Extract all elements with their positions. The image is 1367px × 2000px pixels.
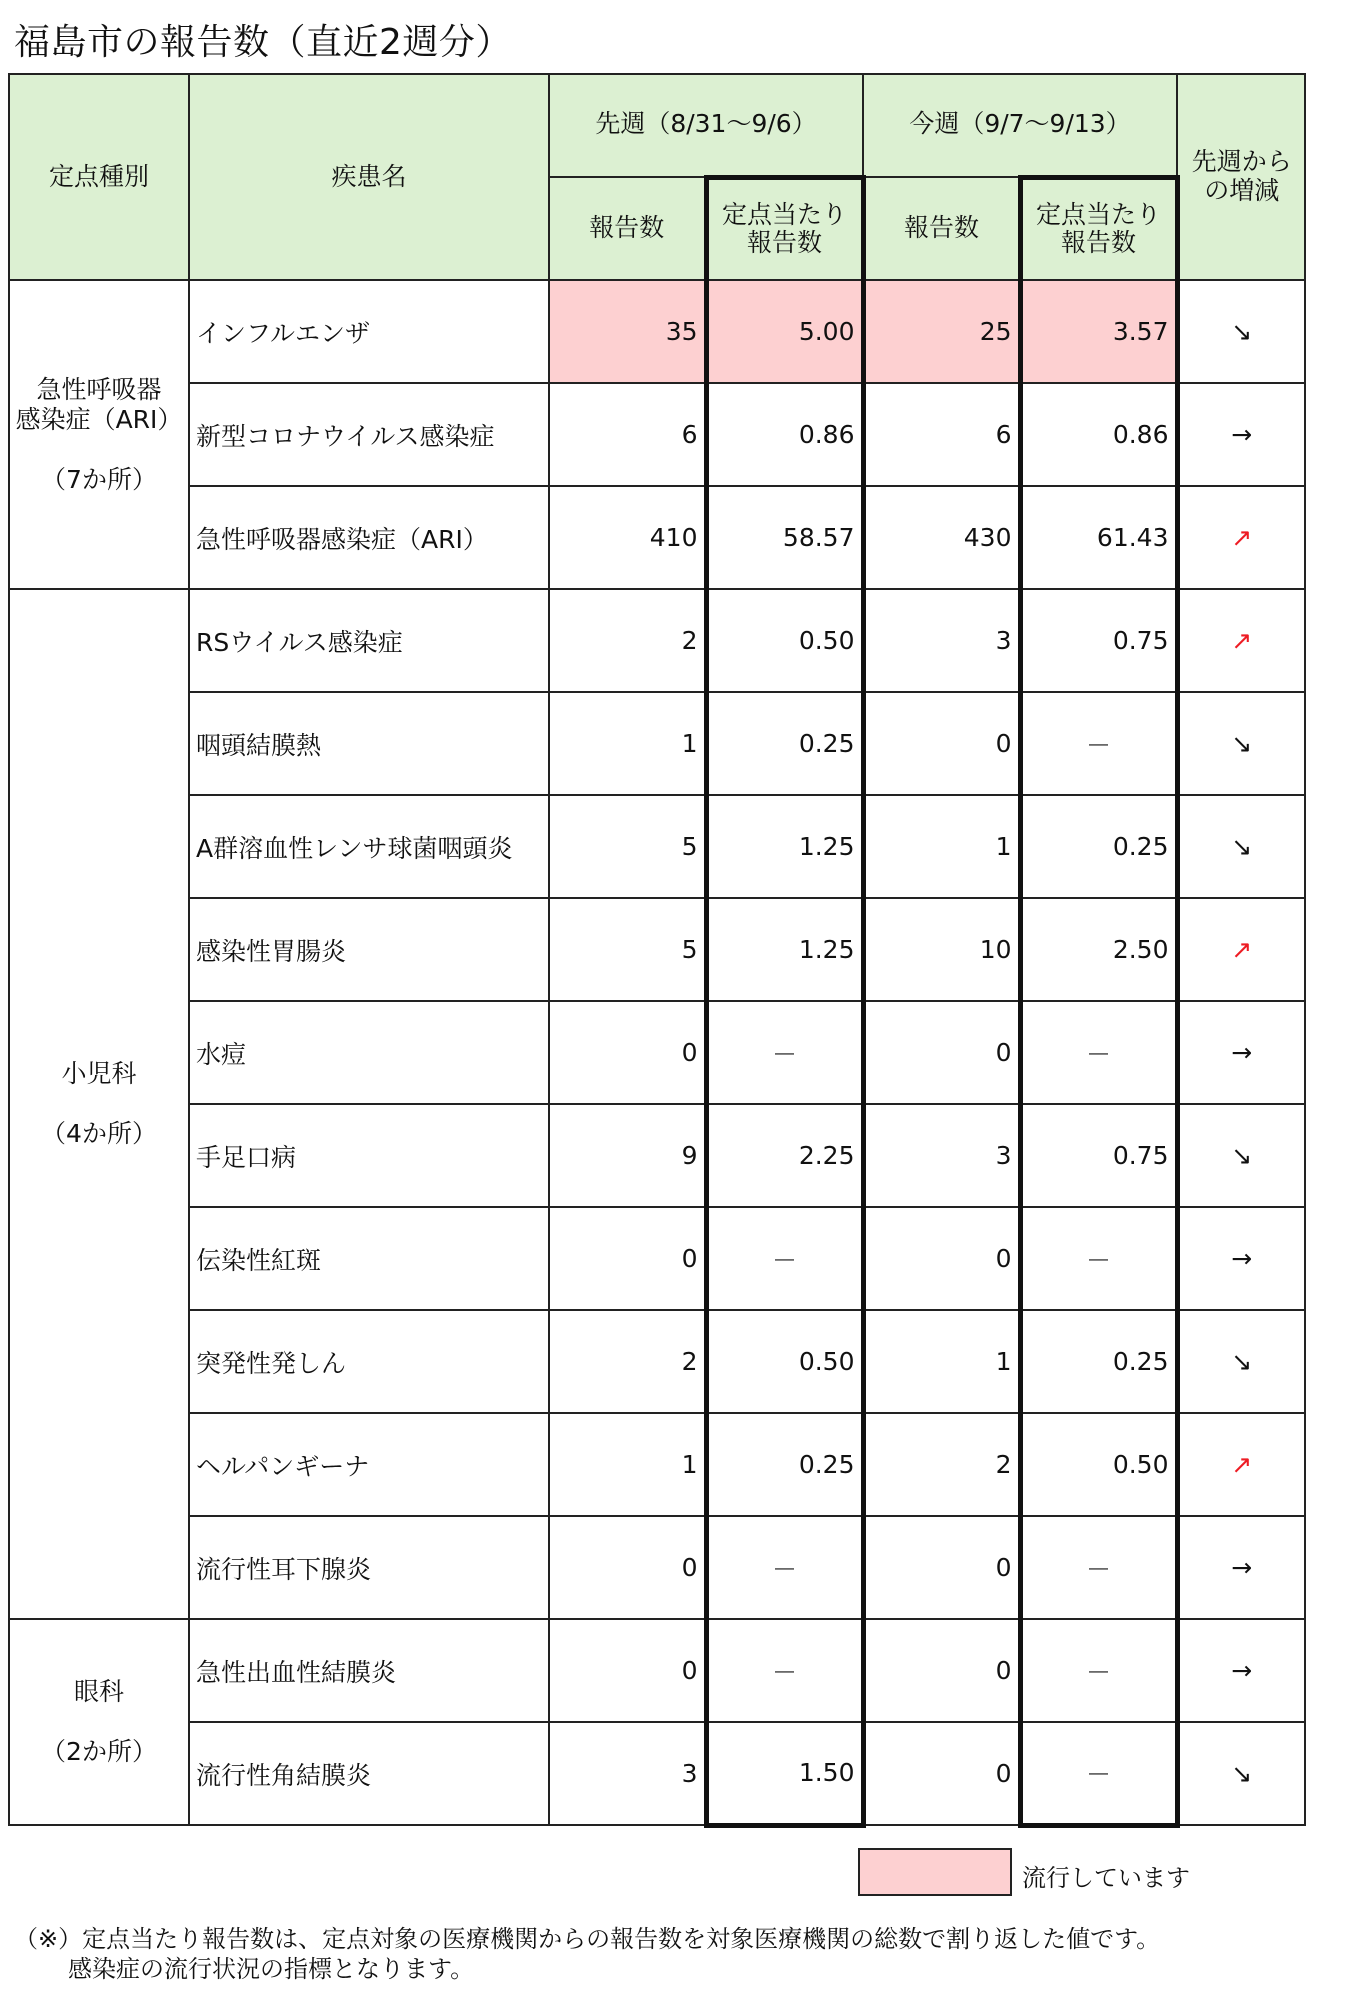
- this-week-reports: 6: [863, 383, 1020, 486]
- footnote-line-1: （※）定点当たり報告数は、定点対象の医療機関からの報告数を対象医療機関の総数で割り返した値です。: [14, 1925, 1161, 1953]
- disease-name: インフルエンザ: [189, 280, 549, 383]
- last-week-per-site: 1.25: [706, 795, 863, 898]
- this-week-reports: 10: [863, 898, 1020, 1001]
- disease-name: 急性呼吸器感染症（ARI）: [189, 486, 549, 589]
- this-week-per-site: －: [1020, 1207, 1177, 1310]
- group-pediatrics: 小児科 （4か所）: [9, 589, 189, 1619]
- disease-name: RSウイルス感染症: [189, 589, 549, 692]
- last-week-reports: 35: [549, 280, 706, 383]
- disease-name: 新型コロナウイルス感染症: [189, 383, 549, 486]
- this-week-reports: 1: [863, 795, 1020, 898]
- disease-name: 感染性胃腸炎: [189, 898, 549, 1001]
- last-week-reports: 0: [549, 1516, 706, 1619]
- this-week-per-site: 0.50: [1020, 1413, 1177, 1516]
- last-week-reports: 1: [549, 692, 706, 795]
- this-week-reports: 0: [863, 692, 1020, 795]
- this-week-per-site: 61.43: [1020, 486, 1177, 589]
- last-week-per-site: 58.57: [706, 486, 863, 589]
- last-week-reports: 5: [549, 795, 706, 898]
- this-week-per-site: －: [1020, 1722, 1177, 1825]
- last-week-reports: 410: [549, 486, 706, 589]
- last-week-reports: 6: [549, 383, 706, 486]
- last-week-reports: 2: [549, 1310, 706, 1413]
- last-week-per-site: 1.25: [706, 898, 863, 1001]
- trend-flat-icon: →: [1177, 1516, 1305, 1619]
- disease-name: 手足口病: [189, 1104, 549, 1207]
- this-week-reports: 0: [863, 1722, 1020, 1825]
- header-category: 定点種別: [9, 74, 189, 280]
- trend-down-icon: ↘: [1177, 280, 1305, 383]
- this-week-reports: 3: [863, 589, 1020, 692]
- this-week-per-site: －: [1020, 692, 1177, 795]
- group-ari: 急性呼吸器 感染症（ARI） （7か所）: [9, 280, 189, 589]
- disease-name: 突発性発しん: [189, 1310, 549, 1413]
- page-title: 福島市の報告数（直近2週分）: [14, 22, 512, 63]
- report-table: [8, 73, 1306, 1828]
- header-this-reports: 報告数: [863, 177, 1020, 280]
- this-week-per-site: 2.50: [1020, 898, 1177, 1001]
- disease-name: A群溶血性レンサ球菌咽頭炎: [189, 795, 549, 898]
- last-week-per-site: －: [706, 1001, 863, 1104]
- this-week-per-site: 0.75: [1020, 589, 1177, 692]
- this-week-reports: 0: [863, 1516, 1020, 1619]
- footnote: [14, 1924, 1160, 1984]
- disease-name: ヘルパンギーナ: [189, 1413, 549, 1516]
- trend-down-icon: ↘: [1177, 1310, 1305, 1413]
- header-disease: 疾患名: [189, 74, 549, 280]
- this-week-reports: 0: [863, 1207, 1020, 1310]
- last-week-reports: 9: [549, 1104, 706, 1207]
- last-week-per-site: －: [706, 1207, 863, 1310]
- trend-flat-icon: →: [1177, 1001, 1305, 1104]
- last-week-reports: 2: [549, 589, 706, 692]
- last-week-per-site: 2.25: [706, 1104, 863, 1207]
- trend-up-icon: ↗: [1177, 486, 1305, 589]
- header-last-week: 先週（8/31～9/6）: [549, 74, 863, 177]
- disease-name: 急性出血性結膜炎: [189, 1619, 549, 1722]
- this-week-per-site: －: [1020, 1619, 1177, 1722]
- last-week-per-site: 0.25: [706, 692, 863, 795]
- legend-label: 流行しています: [1022, 1864, 1190, 1892]
- trend-down-icon: ↘: [1177, 1722, 1305, 1825]
- last-week-per-site: 5.00: [706, 280, 863, 383]
- trend-down-icon: ↘: [1177, 795, 1305, 898]
- last-week-per-site: －: [706, 1619, 863, 1722]
- last-week-reports: 1: [549, 1413, 706, 1516]
- disease-name: 流行性耳下腺炎: [189, 1516, 549, 1619]
- last-week-per-site: 0.50: [706, 589, 863, 692]
- trend-up-icon: ↗: [1177, 898, 1305, 1001]
- header-last-per-site: 定点当たり 報告数: [706, 177, 863, 280]
- disease-name: 伝染性紅斑: [189, 1207, 549, 1310]
- disease-name: 流行性角結膜炎: [189, 1722, 549, 1825]
- this-week-reports: 430: [863, 486, 1020, 589]
- this-week-per-site: －: [1020, 1516, 1177, 1619]
- this-week-reports: 2: [863, 1413, 1020, 1516]
- last-week-reports: 0: [549, 1619, 706, 1722]
- trend-down-icon: ↘: [1177, 1104, 1305, 1207]
- last-week-per-site: 1.50: [706, 1722, 863, 1825]
- this-week-per-site: －: [1020, 1001, 1177, 1104]
- this-week-reports: 0: [863, 1001, 1020, 1104]
- last-week-reports: 5: [549, 898, 706, 1001]
- this-week-per-site: 0.25: [1020, 1310, 1177, 1413]
- legend-swatch: [858, 1848, 1012, 1896]
- trend-up-icon: ↗: [1177, 1413, 1305, 1516]
- this-week-reports: 1: [863, 1310, 1020, 1413]
- trend-flat-icon: →: [1177, 1207, 1305, 1310]
- header-this-per-site: 定点当たり 報告数: [1020, 177, 1177, 280]
- trend-up-icon: ↗: [1177, 589, 1305, 692]
- last-week-reports: 0: [549, 1001, 706, 1104]
- trend-down-icon: ↘: [1177, 692, 1305, 795]
- this-week-reports: 25: [863, 280, 1020, 383]
- this-week-per-site: 0.75: [1020, 1104, 1177, 1207]
- this-week-per-site: 0.86: [1020, 383, 1177, 486]
- footnote-line-2: 感染症の流行状況の指標となります。: [68, 1955, 475, 1983]
- disease-name: 咽頭結膜熱: [189, 692, 549, 795]
- this-week-per-site: 0.25: [1020, 795, 1177, 898]
- last-week-reports: 3: [549, 1722, 706, 1825]
- this-week-reports: 3: [863, 1104, 1020, 1207]
- group-ophthalmology: 眼科 （2か所）: [9, 1619, 189, 1825]
- header-this-week: 今週（9/7～9/13）: [863, 74, 1177, 177]
- disease-name: 水痘: [189, 1001, 549, 1104]
- last-week-per-site: 0.86: [706, 383, 863, 486]
- last-week-per-site: 0.50: [706, 1310, 863, 1413]
- header-last-reports: 報告数: [549, 177, 706, 280]
- trend-flat-icon: →: [1177, 383, 1305, 486]
- last-week-per-site: 0.25: [706, 1413, 863, 1516]
- last-week-reports: 0: [549, 1207, 706, 1310]
- trend-flat-icon: →: [1177, 1619, 1305, 1722]
- this-week-reports: 0: [863, 1619, 1020, 1722]
- header-change: 先週から の増減: [1177, 74, 1305, 280]
- last-week-per-site: －: [706, 1516, 863, 1619]
- this-week-per-site: 3.57: [1020, 280, 1177, 383]
